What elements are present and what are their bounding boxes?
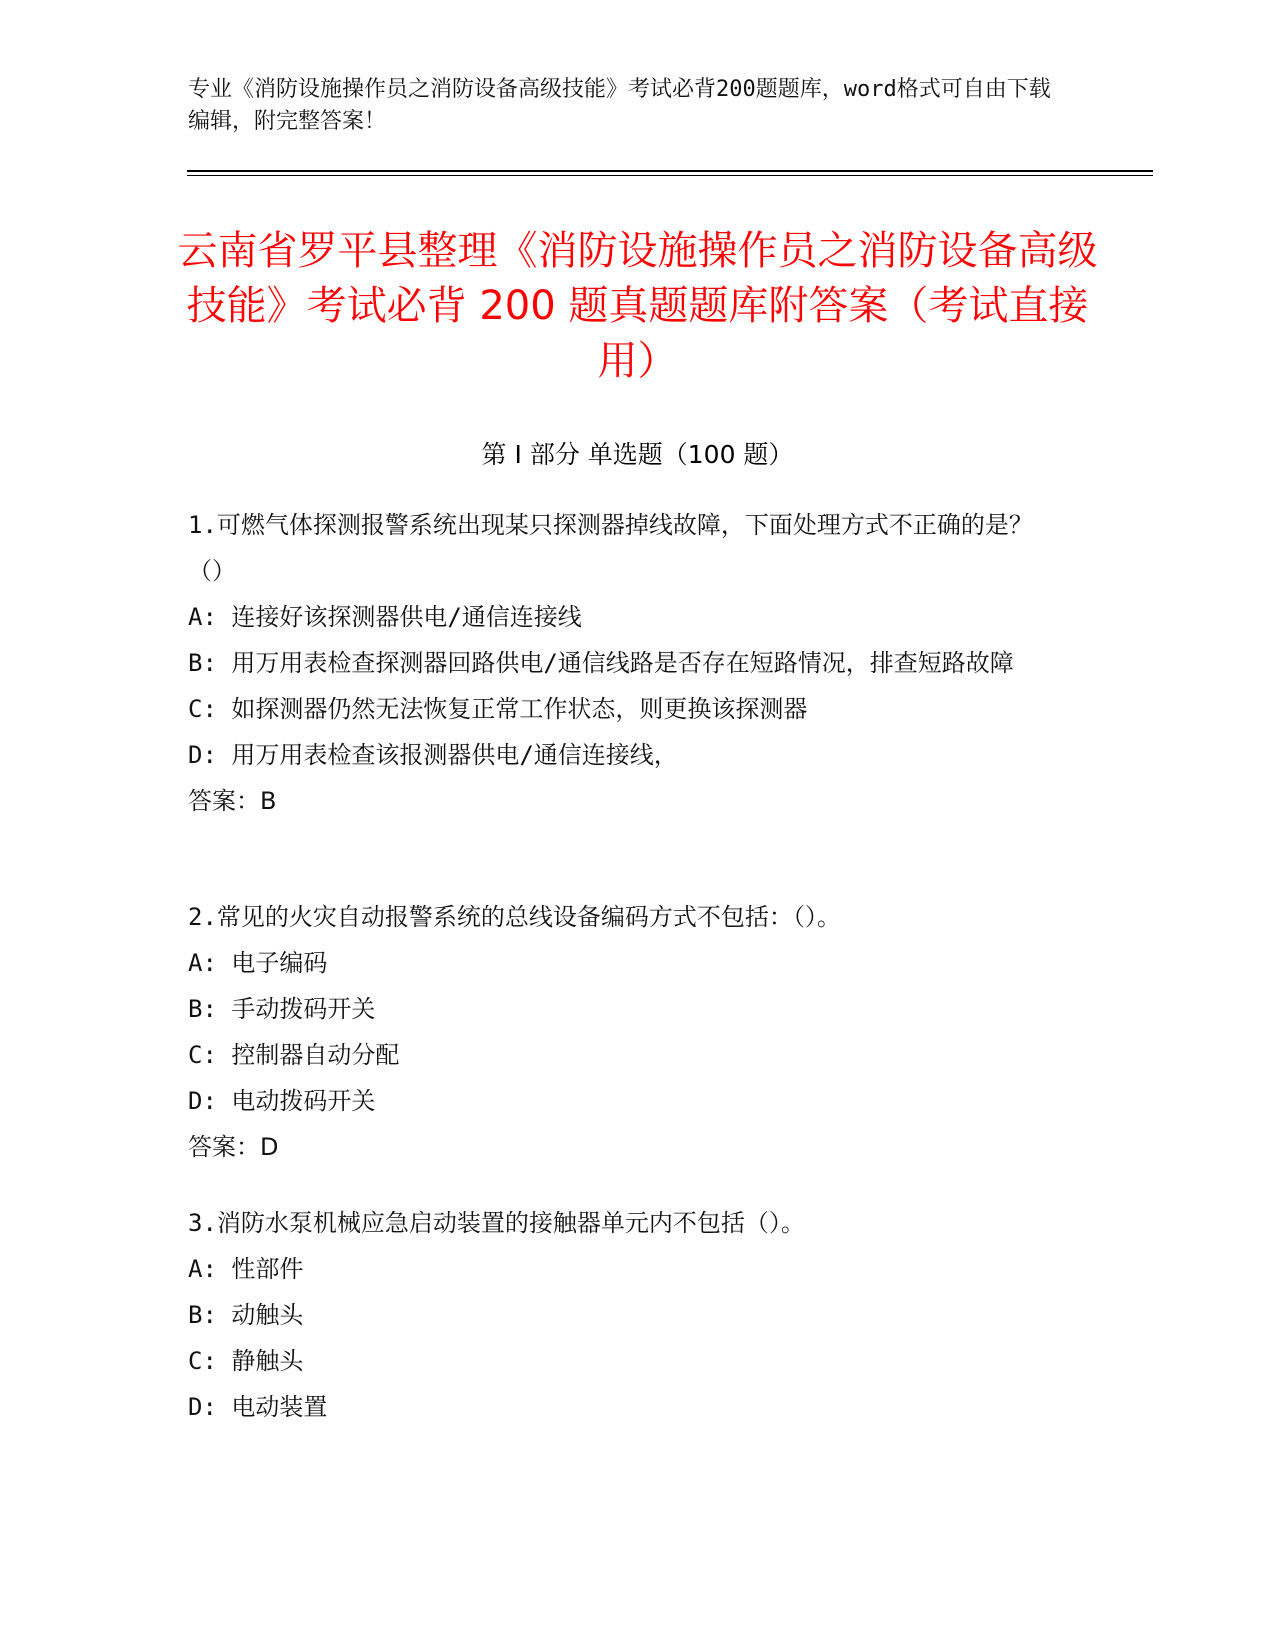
- question-stem: 2.常见的火灾自动报警系统的总线设备编码方式不包括：（）。: [188, 903, 841, 931]
- section-heading: 第 I 部分 单选题（100 题）: [481, 440, 794, 469]
- document-title: 云南省罗平县整理《消防设施操作员之消防设备高级技能》考试必背 200 题真题题库附答案（考试直接用）: [177, 228, 1098, 384]
- option-c: C: 静触头: [188, 1347, 304, 1375]
- header-note: 专业《消防设施操作员之消防设备高级技能》考试必背200题题库，word格式可自由下载编辑，附完整答案！: [188, 77, 1051, 134]
- option-a: A: 连接好该探测器供电/通信连接线: [188, 603, 582, 631]
- header-rule-thick: [187, 170, 1153, 172]
- option-c: C: 如探测器仍然无法恢复正常工作状态，则更换该探测器: [188, 695, 808, 723]
- option-a: A: 性部件: [188, 1255, 304, 1283]
- option-d: D: 用万用表检查该报测器供电/通信连接线，: [188, 741, 678, 769]
- question-1: [188, 502, 1068, 824]
- question-stem: 3.消防水泵机械应急启动装置的接触器单元内不包括（）。: [188, 1209, 805, 1237]
- option-d: D: 电动装置: [188, 1393, 328, 1421]
- option-d: D: 电动拨码开关: [188, 1087, 376, 1115]
- question-stem: 1.可燃气体探测报警系统出现某只探测器掉线故障，下面处理方式不正确的是？（）: [188, 511, 1033, 585]
- answer: 答案：B: [188, 787, 277, 815]
- question-3: [188, 1200, 1068, 1430]
- question-2: [188, 894, 1068, 1170]
- answer: 答案：D: [188, 1133, 279, 1161]
- header-rule-thin: [187, 175, 1153, 176]
- option-b: B: 手动拨码开关: [188, 995, 376, 1023]
- option-c: C: 控制器自动分配: [188, 1041, 400, 1069]
- option-b: B: 动触头: [188, 1301, 304, 1329]
- option-b: B: 用万用表检查探测器回路供电/通信线路是否存在短路情况，排查短路故障: [188, 649, 1014, 677]
- option-a: A: 电子编码: [188, 949, 328, 977]
